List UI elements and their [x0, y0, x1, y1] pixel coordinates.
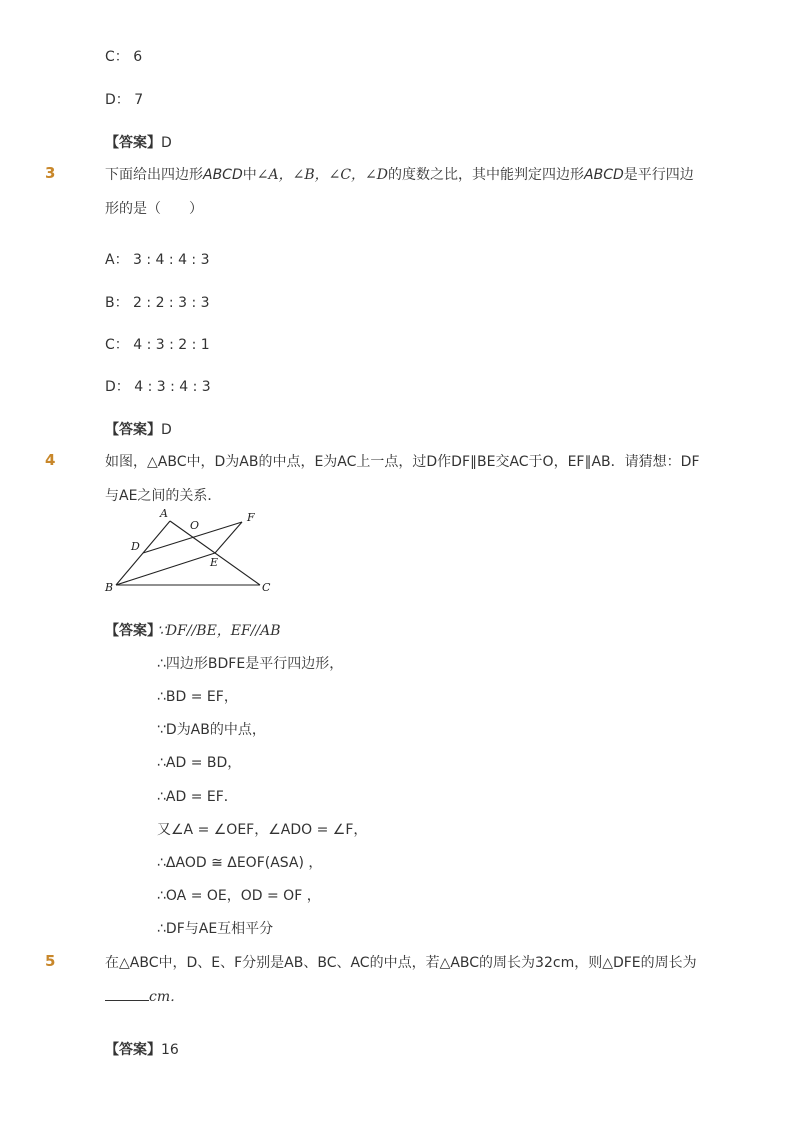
q3-option-a: A： 3 : 4 : 4 : 3 — [105, 252, 210, 268]
label-f: F — [247, 511, 255, 524]
answer-label: 【答案】 — [105, 623, 161, 639]
solution-line: ∴AD = BD， — [157, 755, 242, 771]
q3-option-b: B： 2 : 2 : 3 : 3 — [105, 295, 210, 311]
q4-stem-line2: 与AE之间的关系． — [105, 488, 222, 504]
q4-answer-label — [105, 620, 161, 640]
q3-text-g: 是平行四边 — [623, 167, 694, 183]
segment-be — [116, 553, 215, 585]
solution-line: 又∠A = ∠OEF，∠ADO = ∠F， — [157, 822, 368, 838]
solution-line: ∴DF与AE互相平分 — [157, 921, 274, 937]
answer-value: D — [161, 422, 172, 438]
q3-text-a: 下面给出四边形 — [105, 167, 203, 183]
answer-value: D — [161, 135, 172, 151]
question-number-4: 4 — [45, 451, 56, 469]
solution-line: ∴BD = EF， — [157, 689, 238, 705]
answer-label: 【答案】 — [105, 1042, 161, 1058]
q3-option-d: D： 4 : 3 : 4 : 3 — [105, 379, 211, 395]
label-o: O — [190, 519, 200, 532]
q3-angles: ∠A，∠B，∠C，∠D — [256, 167, 389, 183]
answer-blank[interactable] — [105, 988, 149, 1001]
q3-text-f: ABCD — [584, 167, 624, 183]
label-a: A — [160, 507, 168, 520]
q5-stem-line1: 在△ABC中，D、E、F分别是AB、BC、AC的中点，若△ABC的周长为32cm，则△DFE的周长为 — [105, 955, 697, 971]
answer-value: 16 — [161, 1042, 179, 1058]
q3-option-c: C： 4 : 3 : 2 : 1 — [105, 337, 210, 353]
q3-text-e: 的度数之比，其中能判定四边形 — [388, 167, 585, 183]
solution-line: ∴OA = OE，OD = OF ， — [157, 888, 321, 904]
q3-text-c: 中 — [242, 167, 257, 183]
question-number-5: 5 — [45, 952, 56, 970]
triangle-figure — [100, 505, 280, 597]
solution-line: ∵D为AB的中点， — [157, 722, 266, 738]
solution-line: ∴ΔAOD ≅ ΔEOF(ASA) ， — [157, 855, 323, 871]
label-b: B — [105, 581, 114, 594]
question-number-3: 3 — [45, 164, 56, 182]
answer-label: 【答案】 — [105, 422, 161, 438]
q2-option-c: C： 6 — [105, 49, 143, 65]
q5-answer — [105, 1039, 179, 1059]
q3-stem-line1 — [105, 164, 694, 184]
q5-unit: cm． — [149, 989, 185, 1005]
answer-label: 【答案】 — [105, 135, 161, 151]
q3-answer — [105, 419, 172, 439]
q2-answer — [105, 132, 172, 152]
q3-text-b: ABCD — [203, 167, 243, 183]
q2-option-d: D： 7 — [105, 92, 144, 108]
label-c: C — [262, 581, 271, 594]
q4-stem-line1: 如图，△ABC中，D为AB的中点，E为AC上一点，过D作DF∥BE交AC于O，EF∥AB．请猜想：DF — [105, 454, 700, 470]
label-d: D — [131, 540, 140, 553]
q5-stem-line2 — [105, 986, 184, 1006]
solution-line: ∴AD = EF． — [157, 789, 238, 805]
solution-line: ∴四边形BDFE是平行四边形， — [157, 656, 344, 672]
solution-line: ∵DF//BE，EF//AB — [157, 623, 281, 639]
label-e: E — [210, 556, 219, 569]
q3-stem-line2: 形的是（ ） — [105, 201, 203, 217]
